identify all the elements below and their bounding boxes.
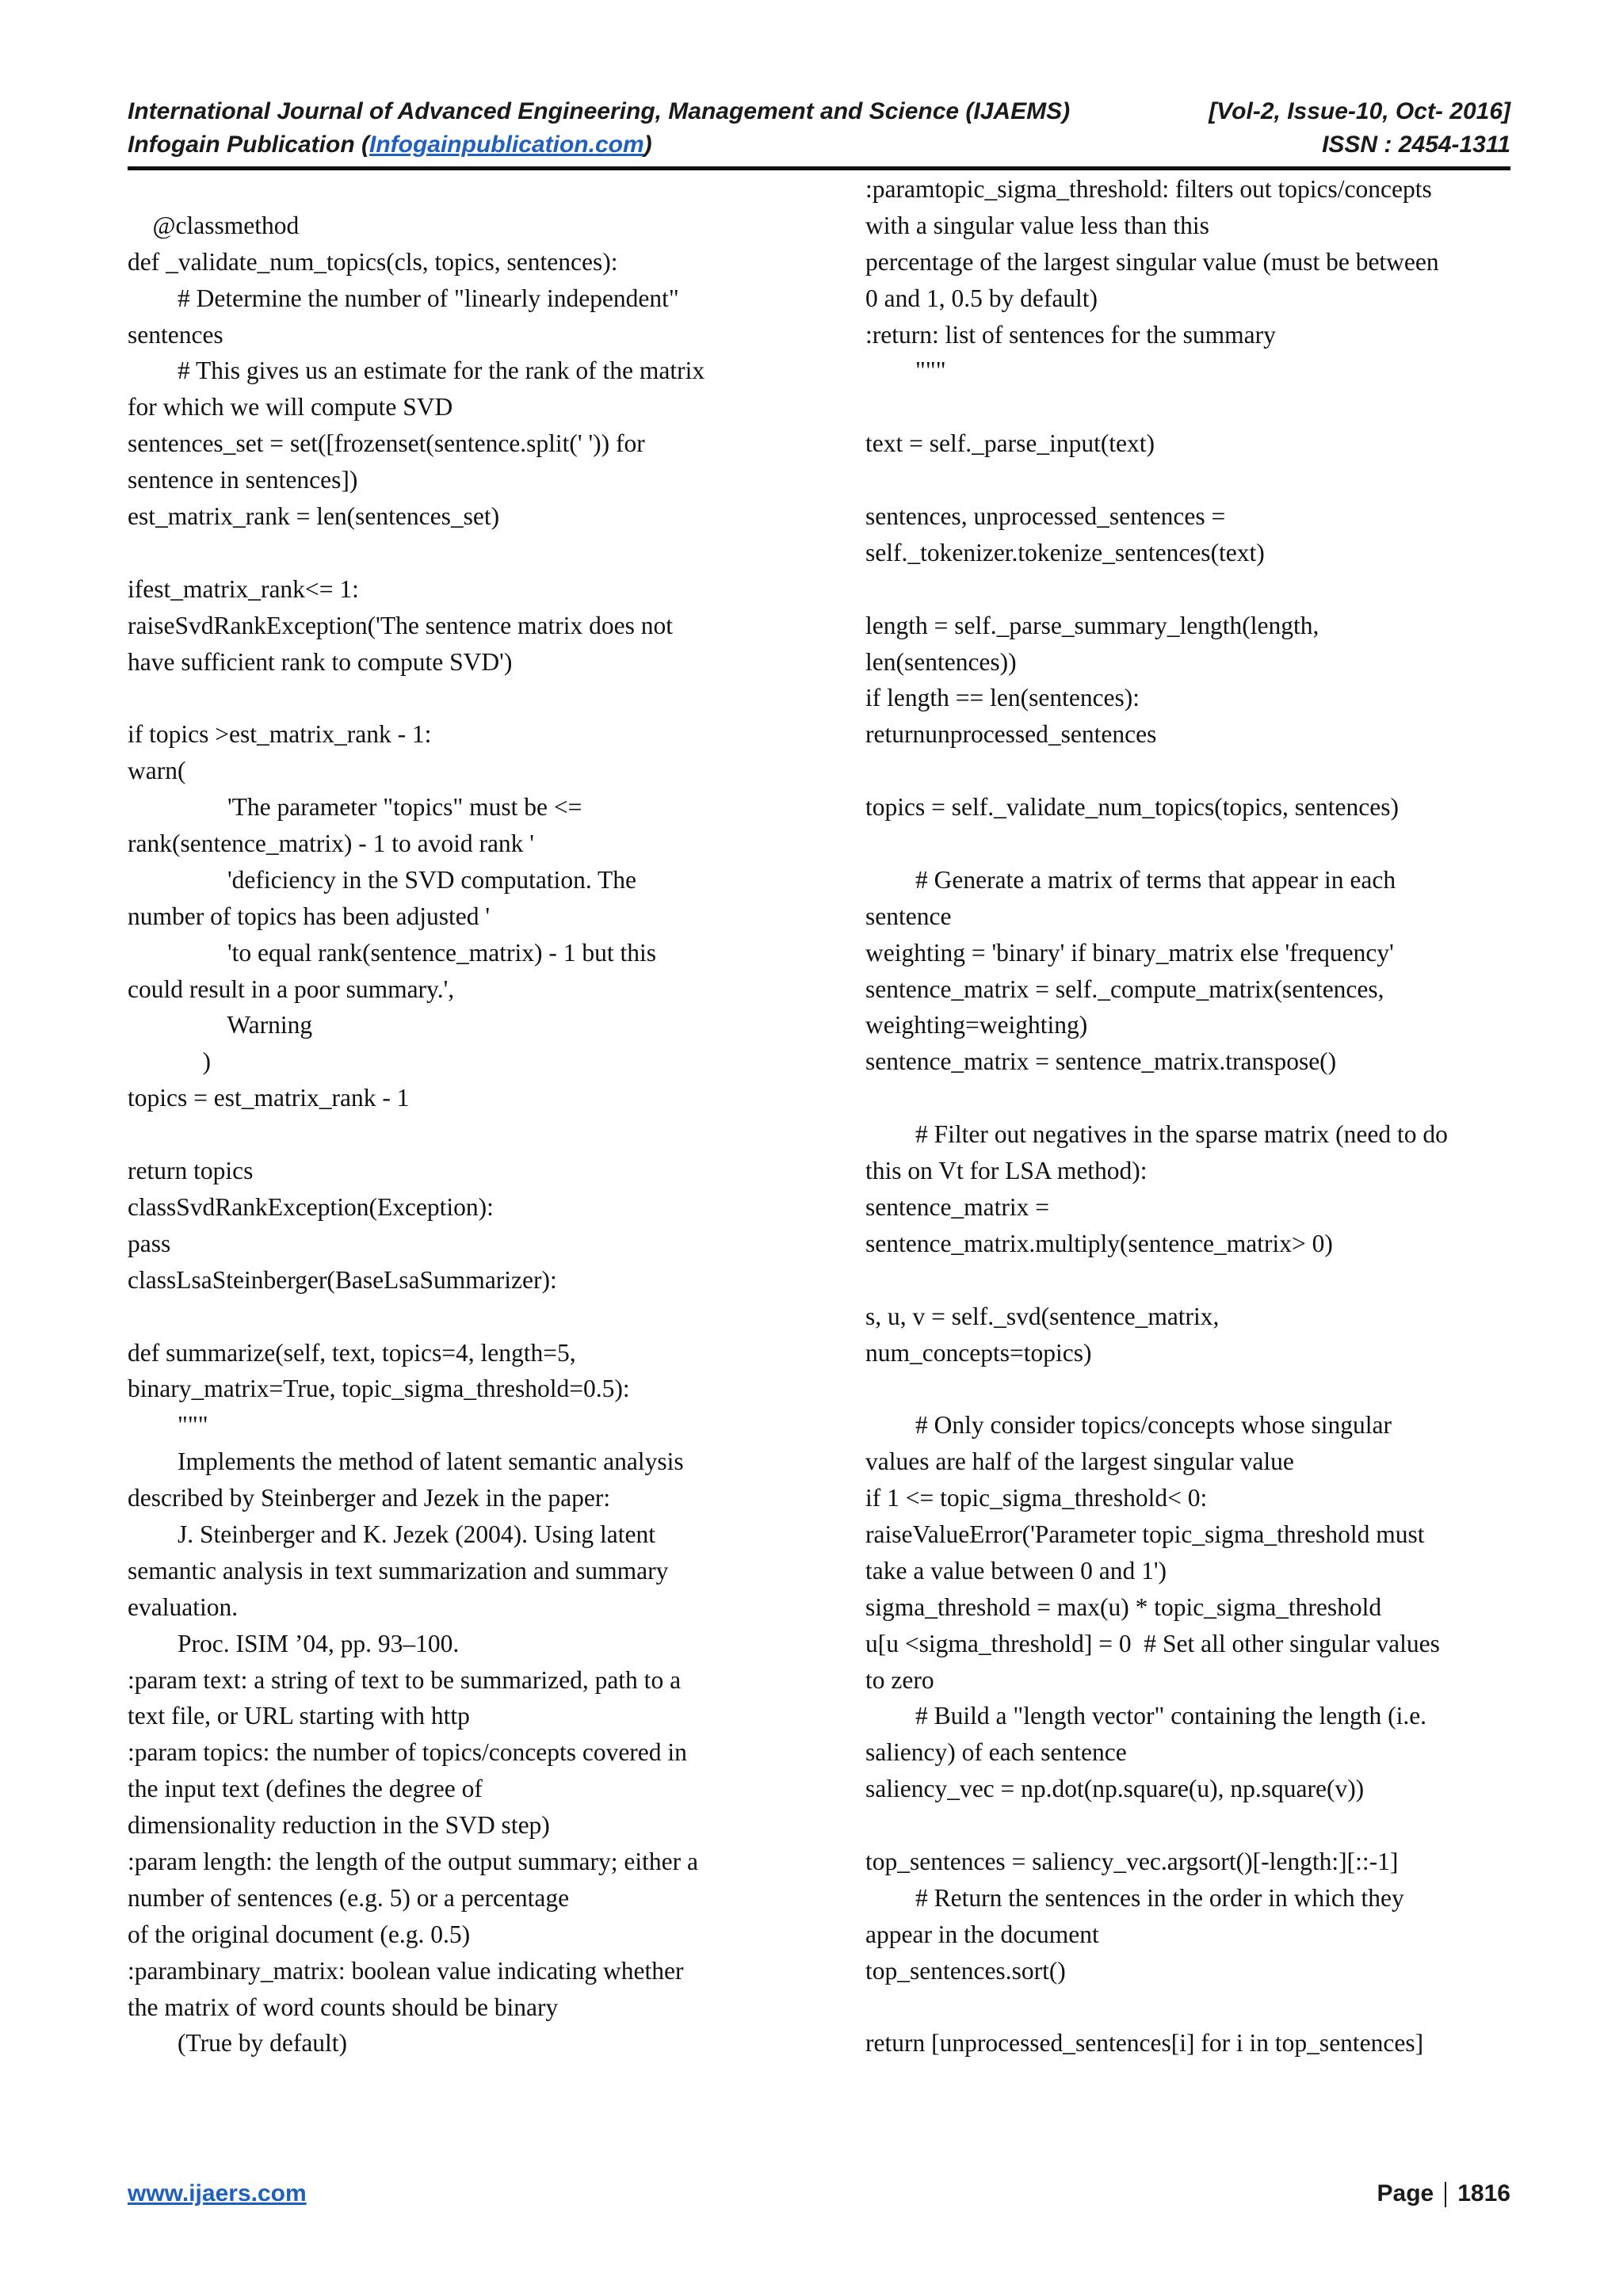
code-line [865, 389, 1519, 425]
volume-issue: [Vol-2, Issue-10, Oct- 2016] [1209, 98, 1510, 124]
code-line [865, 826, 1519, 862]
code-line: # Determine the number of "linearly independent" [128, 284, 679, 312]
right-column-code [865, 171, 1519, 2061]
code-line: text = self._parse_input(text) [865, 429, 1155, 458]
publisher-link[interactable]: Infogainpublication.com [369, 132, 644, 158]
code-line: topics = self._validate_num_topics(topics, sentences) [865, 793, 1399, 822]
code-line: :parambinary_matrix: boolean value indicating whether [128, 1956, 684, 1985]
code-line: est_matrix_rank = len(sentences_set) [128, 502, 500, 531]
code-line: sentences_set = set([frozenset(sentence.split(' ')) for [128, 429, 645, 458]
code-line: top_sentences.sort() [865, 1956, 1066, 1985]
code-line: Implements the method of latent semantic analysis [128, 1447, 684, 1476]
code-line: Warning [128, 1011, 313, 1039]
code-line: @classmethod [128, 211, 300, 239]
publisher-line [128, 132, 652, 158]
code-line: sentence_matrix.multiply(sentence_matrix> 0) [865, 1229, 1333, 1257]
code-line: (True by default) [128, 2029, 348, 2058]
code-line: """ [865, 357, 946, 385]
publisher-prefix: Infogain Publication ( [128, 132, 369, 158]
code-line [865, 1807, 1519, 1844]
code-line: appear in the document [865, 1920, 1099, 1948]
page-number: 1816 [1457, 2180, 1510, 2206]
code-line: sentence in sentences]) [128, 466, 358, 494]
code-line: # This gives us an estimate for the rank of the matrix [128, 357, 705, 385]
code-line [865, 1989, 1519, 2026]
code-line: the matrix of word counts should be binary [128, 1993, 559, 2021]
code-line [128, 1116, 766, 1153]
code-line [865, 1371, 1519, 1407]
code-line: semantic analysis in text summarization and summary [128, 1556, 669, 1585]
code-line: # Build a "length vector" containing the length (i.e. [865, 1702, 1427, 1730]
code-line: weighting = 'binary' if binary_matrix else 'frequency' [865, 938, 1394, 967]
code-line: raiseSvdRankException('The sentence matrix does not [128, 611, 673, 639]
code-line: if length == len(sentences): [865, 684, 1140, 712]
code-line: sentence_matrix = self._compute_matrix(sentences, [865, 974, 1384, 1003]
code-line: if 1 <= topic_sigma_threshold< 0: [865, 1484, 1208, 1512]
code-line: sigma_threshold = max(u) * topic_sigma_threshold [865, 1592, 1382, 1621]
code-line: ) [128, 1047, 211, 1076]
code-line [128, 171, 766, 208]
code-line: raiseValueError('Parameter topic_sigma_threshold must [865, 1520, 1425, 1548]
code-line: 'The parameter "topics" must be <= [128, 793, 582, 822]
footer-page-number [1377, 2180, 1510, 2207]
code-line: for which we will compute SVD [128, 393, 453, 421]
header-rule [128, 166, 1510, 170]
code-line [865, 1262, 1519, 1299]
code-line: sentence_matrix = [865, 1192, 1050, 1221]
running-header-bottom [128, 132, 1510, 163]
code-line: len(sentences)) [865, 647, 1017, 676]
code-line: classLsaSteinberger(BaseLsaSummarizer): [128, 1265, 557, 1294]
code-line: percentage of the largest singular value (must be between [865, 247, 1439, 276]
code-line [865, 571, 1519, 608]
code-line [128, 680, 766, 716]
code-line: sentences, unprocessed_sentences = [865, 502, 1226, 531]
code-line: number of topics has been adjusted ' [128, 902, 491, 930]
code-line: if topics >est_matrix_rank - 1: [128, 720, 432, 749]
code-line: evaluation. [128, 1592, 239, 1621]
code-line: weighting=weighting) [865, 1011, 1088, 1039]
running-header-top [128, 98, 1510, 130]
code-line: 0 and 1, 0.5 by default) [865, 284, 1098, 312]
publisher-suffix: ) [643, 132, 652, 158]
code-line: could result in a poor summary.', [128, 974, 455, 1003]
code-line: """ [128, 1411, 208, 1440]
code-line: u[u <sigma_threshold] = 0 # Set all other singular values [865, 1629, 1440, 1657]
code-line [128, 1299, 766, 1335]
code-line: return topics [128, 1157, 254, 1185]
code-line: warn( [128, 757, 186, 785]
page-label: Page [1377, 2180, 1434, 2206]
code-line: Proc. ISIM ’04, pp. 93–100. [128, 1629, 460, 1657]
code-line: this on Vt for LSA method): [865, 1157, 1148, 1185]
code-line: def _validate_num_topics(cls, topics, sentences): [128, 247, 618, 276]
code-line: take a value between 0 and 1') [865, 1556, 1167, 1585]
code-line: pass [128, 1229, 171, 1257]
code-line: :param topics: the number of topics/concepts covered in [128, 1738, 687, 1767]
code-line: J. Steinberger and K. Jezek (2004). Using latent [128, 1520, 656, 1548]
page-separator [1445, 2182, 1446, 2207]
code-line: s, u, v = self._svd(sentence_matrix, [865, 1302, 1220, 1330]
code-line: topics = est_matrix_rank - 1 [128, 1084, 410, 1112]
code-line: :param text: a string of text to be summarized, path to a [128, 1665, 682, 1694]
code-line: sentence_matrix = sentence_matrix.transpose() [865, 1047, 1337, 1076]
code-line: saliency) of each sentence [865, 1738, 1127, 1767]
code-line: return [unprocessed_sentences[i] for i in top_sentences] [865, 2029, 1424, 2058]
code-line: top_sentences = saliency_vec.argsort()[-length:][::-1] [865, 1847, 1399, 1875]
code-line: binary_matrix=True, topic_sigma_threshold=0.5): [128, 1375, 630, 1403]
journal-title: International Journal of Advanced Engineering, Management and Science (IJAEMS) [128, 98, 1071, 124]
code-line [865, 1080, 1519, 1116]
code-line: number of sentences (e.g. 5) or a percentage [128, 1883, 570, 1912]
code-line: classSvdRankException(Exception): [128, 1192, 494, 1221]
code-line [128, 535, 766, 571]
code-line: returnunprocessed_sentences [865, 720, 1157, 749]
code-line: ifest_matrix_rank<= 1: [128, 574, 359, 603]
code-line: # Filter out negatives in the sparse matrix (need to do [865, 1120, 1448, 1149]
code-line: values are half of the largest singular value [865, 1447, 1294, 1476]
code-line [865, 462, 1519, 498]
code-line [865, 753, 1519, 789]
code-line: self._tokenizer.tokenize_sentences(text) [865, 538, 1265, 566]
left-column-code [128, 171, 766, 2061]
code-line: # Only consider topics/concepts whose singular [865, 1411, 1392, 1440]
code-line: :param length: the length of the output summary; either a [128, 1847, 698, 1875]
code-line: with a singular value less than this [865, 211, 1209, 239]
issn: ISSN : 2454-1311 [1322, 132, 1510, 158]
code-line: 'deficiency in the SVD computation. The [128, 865, 636, 894]
footer-website-link[interactable]: www.ijaers.com [128, 2180, 307, 2206]
code-line: num_concepts=topics) [865, 1338, 1092, 1367]
code-line: # Generate a matrix of terms that appear in each [865, 865, 1396, 894]
code-line: def summarize(self, text, topics=4, length=5, [128, 1338, 576, 1367]
code-line: length = self._parse_summary_length(length, [865, 611, 1319, 639]
code-line: text file, or URL starting with http [128, 1702, 470, 1730]
code-line: dimensionality reduction in the SVD step) [128, 1811, 550, 1840]
code-line: saliency_vec = np.dot(np.square(u), np.square(v)) [865, 1775, 1365, 1803]
code-line: 'to equal rank(sentence_matrix) - 1 but this [128, 938, 657, 967]
code-line: have sufficient rank to compute SVD') [128, 647, 513, 676]
code-line: # Return the sentences in the order in which they [865, 1883, 1404, 1912]
code-line: to zero [865, 1665, 934, 1694]
code-line: :paramtopic_sigma_threshold: filters out topics/concepts [865, 175, 1432, 203]
code-line: :return: list of sentences for the summary [865, 320, 1276, 349]
code-line: the input text (defines the degree of [128, 1775, 483, 1803]
code-line: described by Steinberger and Jezek in the paper: [128, 1484, 611, 1512]
code-line: sentence [865, 902, 952, 930]
code-line: of the original document (e.g. 0.5) [128, 1920, 471, 1948]
code-line: sentences [128, 320, 223, 349]
code-line: rank(sentence_matrix) - 1 to avoid rank ' [128, 830, 534, 858]
